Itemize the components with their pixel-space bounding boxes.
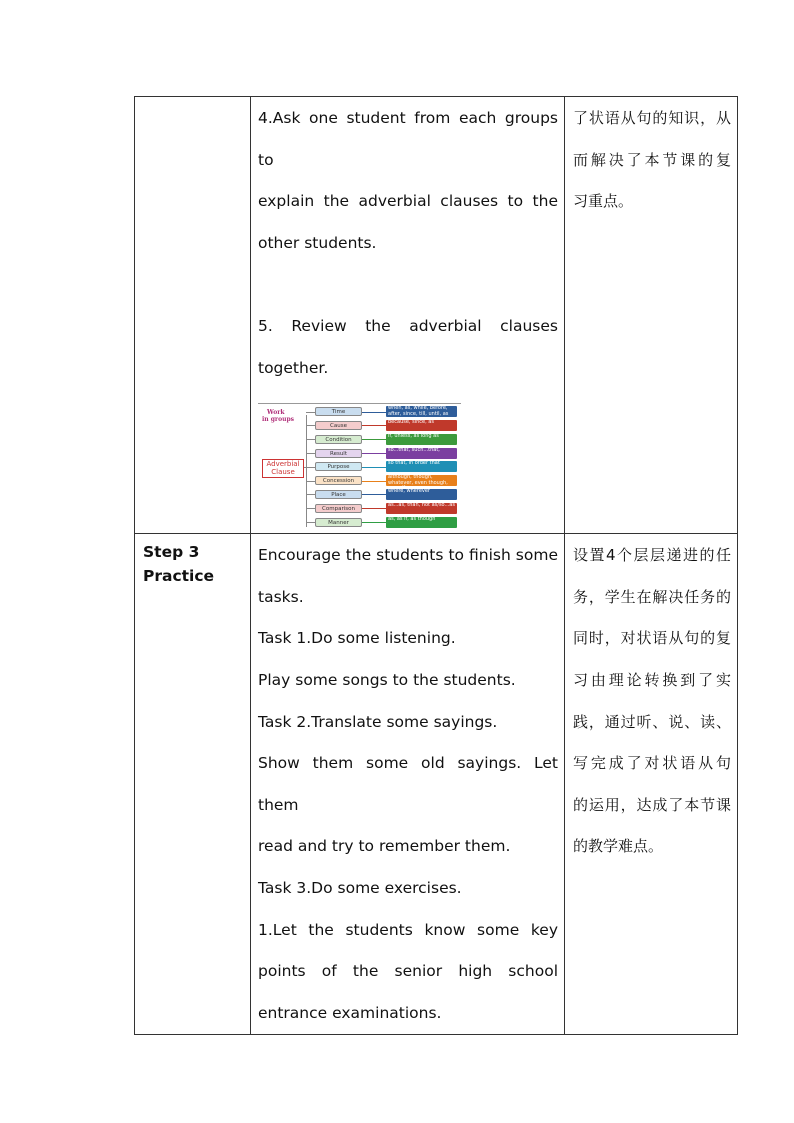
- diagram-category: Purpose: [315, 462, 362, 471]
- diagram-conjunctions: when, as, while, before, after, since, till, until, as: [386, 406, 457, 417]
- purpose-cell: [565, 97, 738, 534]
- diagram-conjunctions: because, since, as: [386, 420, 457, 431]
- activity-line: 5. Review the adverbial clauses: [258, 316, 558, 335]
- activity-line: Show them some old sayings. Let them: [258, 754, 558, 814]
- diagram-branch: [306, 425, 315, 426]
- diagram-category: Cause: [315, 421, 362, 430]
- purpose-line: 务，学生在解决任务的: [573, 587, 731, 606]
- activity-line: entrance examinations.: [258, 1003, 442, 1022]
- diagram-connector: [362, 453, 386, 454]
- diagram-branch: [306, 508, 315, 509]
- purpose-cell: [565, 534, 738, 1035]
- diagram-branch: [306, 467, 315, 468]
- table-row: [135, 534, 738, 1035]
- diagram-connector: [362, 481, 386, 482]
- diagram-conjunctions: as...as, than, not as/so...as: [386, 503, 457, 514]
- diagram-category: Result: [315, 449, 362, 458]
- activity-line: Encourage the students to finish some: [258, 546, 558, 565]
- diagram-category: Comparison: [315, 504, 362, 513]
- diagram-connector: [362, 522, 386, 523]
- work-in-groups-label: Work in groups: [262, 409, 295, 424]
- diagram-branch: [306, 439, 315, 440]
- purpose-line: 习由理论转换到了实: [573, 670, 731, 689]
- diagram-conjunctions: where, wherever: [386, 489, 457, 500]
- activity-line: Play some songs to the students.: [258, 670, 516, 689]
- activity-cell: [251, 97, 565, 534]
- diagram-category: Place: [315, 490, 362, 499]
- purpose-line: 写完成了对状语从句: [573, 754, 731, 773]
- diagram-conjunctions: so...that, such...that,: [386, 448, 457, 459]
- activity-line: explain the adverbial clauses to the: [258, 192, 558, 211]
- diagram-branch: [306, 494, 315, 495]
- purpose-line: 同时，对状语从句的复: [573, 629, 731, 648]
- diagram-connector: [362, 508, 386, 509]
- adverbial-clause-box: Adverbial Clause: [262, 459, 304, 478]
- purpose-line: 的教学难点。: [573, 837, 664, 856]
- diagram-conjunctions: although, though, whatever, even though,: [386, 475, 457, 486]
- activity-line: together.: [258, 358, 329, 377]
- purpose-line: 习重点。: [573, 192, 634, 211]
- activity-line: Task 2.Translate some sayings.: [258, 712, 498, 731]
- adverbial-clause-diagram: [258, 403, 461, 533]
- purpose-line: 而解决了本节课的复: [573, 150, 731, 169]
- purpose-line: 践，通过听、说、读、: [573, 712, 731, 731]
- activity-line: 1.Let the students know some key: [258, 920, 558, 939]
- diagram-branch: [306, 412, 315, 413]
- activity-line: Task 1.Do some listening.: [258, 629, 456, 648]
- diagram-category: Concession: [315, 476, 362, 485]
- activity-line: 4.Ask one student from each groups to: [258, 109, 558, 169]
- step-number: Step 3: [143, 543, 200, 562]
- table-row: [135, 97, 738, 534]
- step-cell: [135, 534, 251, 1035]
- diagram-branch: [306, 453, 315, 454]
- diagram-category: Time: [315, 407, 362, 416]
- diagram-connector: [362, 425, 386, 426]
- activity-line: tasks.: [258, 587, 304, 606]
- purpose-line: 了状语从句的知识，从: [573, 109, 731, 127]
- activity-line: other students.: [258, 233, 377, 252]
- purpose-line: 设置4个层层递进的任: [573, 546, 731, 565]
- diagram-category: Condition: [315, 435, 362, 444]
- diagram-connector: [362, 494, 386, 495]
- activity-line: read and try to remember them.: [258, 837, 511, 856]
- diagram-conjunctions: if, unless, as long as: [386, 434, 457, 445]
- diagram-connector: [362, 439, 386, 440]
- diagram-branch: [306, 522, 315, 523]
- diagram-category: Manner: [315, 518, 362, 527]
- diagram-connector: [362, 412, 386, 413]
- step-cell-empty: [135, 97, 251, 534]
- step-title: Practice: [143, 567, 215, 586]
- activity-line: Task 3.Do some exercises.: [258, 878, 462, 897]
- activity-line: points of the senior high school: [258, 962, 558, 981]
- diagram-connector: [362, 467, 386, 468]
- activity-cell: [251, 534, 565, 1035]
- lesson-plan-table: [134, 96, 738, 1035]
- diagram-branch: [306, 481, 315, 482]
- diagram-conjunctions: so that, in order that: [386, 461, 457, 472]
- diagram-conjunctions: as, as if, as though: [386, 517, 457, 528]
- purpose-line: 的运用，达成了本节课: [573, 795, 731, 814]
